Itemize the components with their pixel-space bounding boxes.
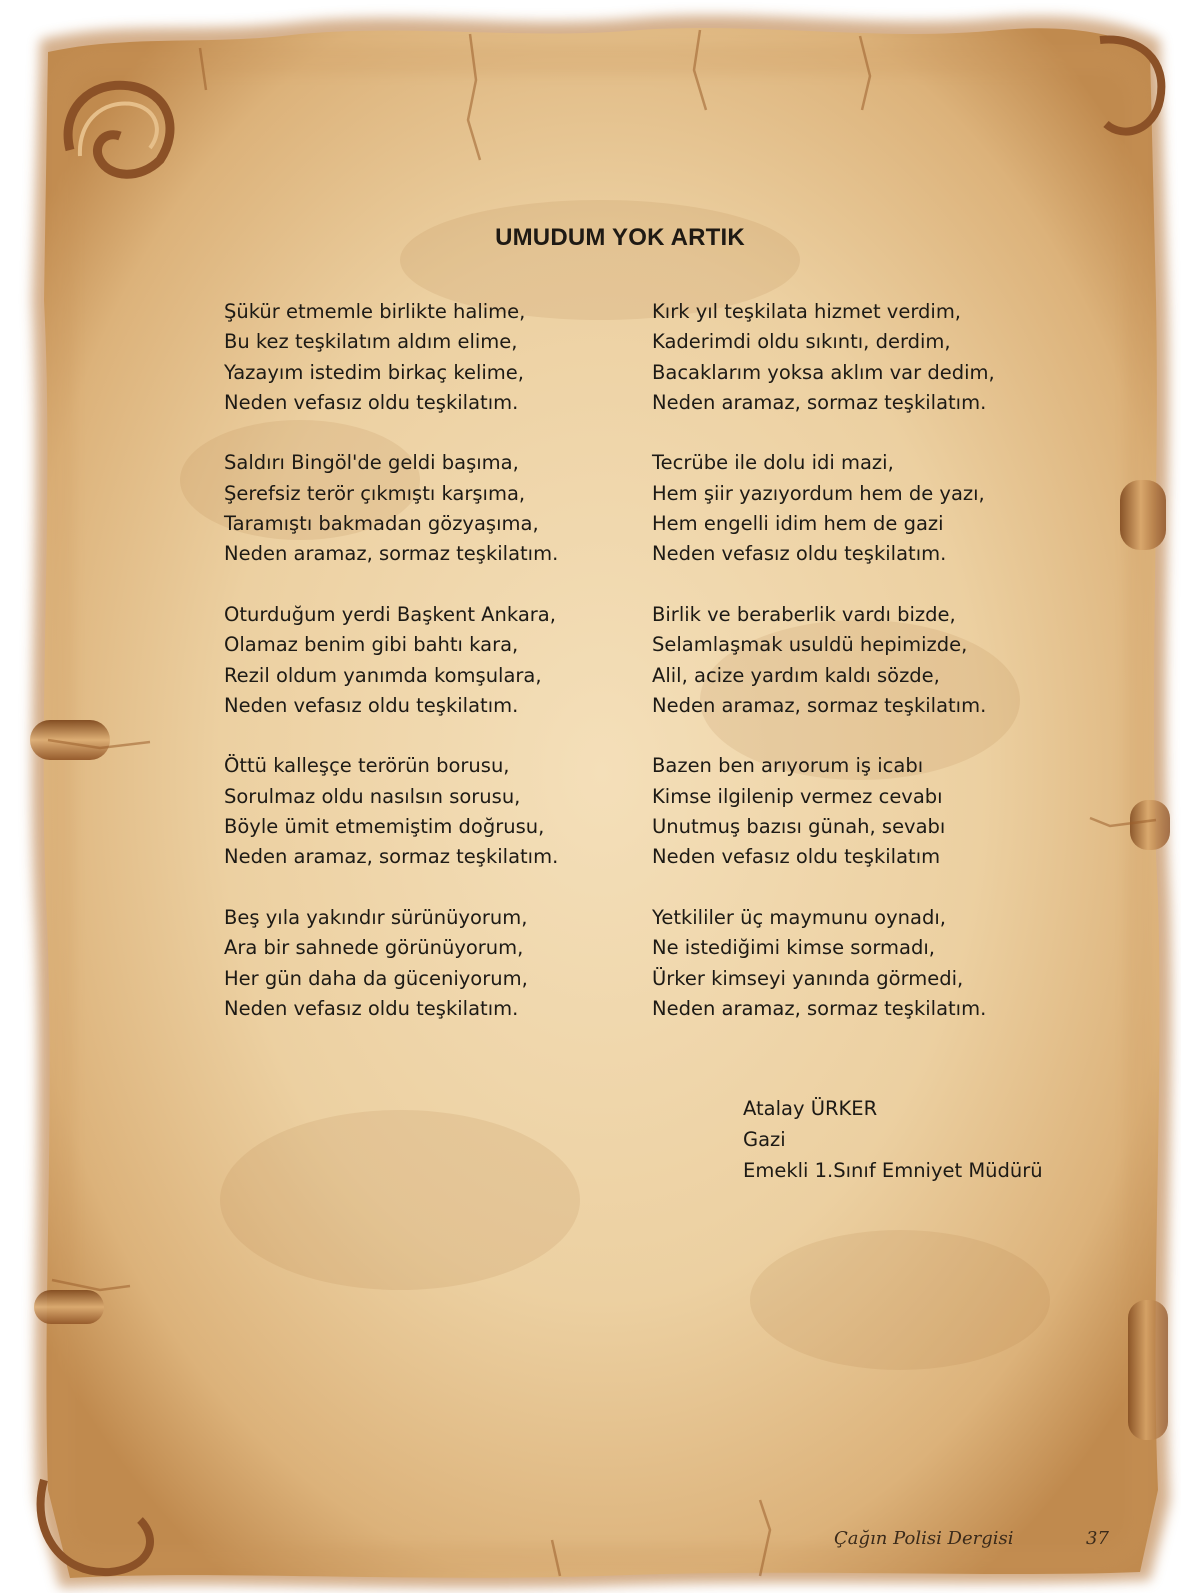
poem-column-right — [652, 297, 1072, 1024]
roll-left-mid — [30, 720, 110, 760]
roll-left-low — [34, 1290, 104, 1324]
stanza — [652, 448, 1072, 569]
author-title: Gazi — [743, 1128, 786, 1151]
poem-line: Olamaz benim gibi bahtı kara, — [224, 633, 519, 657]
poem-line: Neden vefasız oldu teşkilatım. — [224, 390, 519, 414]
stanza — [652, 903, 1072, 1024]
poem-title: UMUDUM YOK ARTIK — [495, 224, 745, 251]
poem-line: Neden vefasız oldu teşkilatım — [652, 845, 941, 869]
poem-line: Saldırı Bingöl'de geldi başıma, — [224, 451, 519, 475]
poem-line: Şükür etmemle birlikte halime, — [224, 300, 526, 323]
poem-line: Neden vefasız oldu teşkilatım. — [224, 693, 519, 717]
poem-line: Neden aramaz, sormaz teşkilatım. — [224, 845, 559, 869]
stanza — [224, 600, 624, 721]
poem-line: Bu kez teşkilatım aldım elime, — [224, 330, 518, 354]
poem-line: Selamlaşmak usuldü hepimizde, — [652, 633, 968, 657]
poem-line: Alil, acize yardım kaldı sözde, — [652, 663, 940, 687]
stanza — [652, 751, 1072, 872]
author-position: Emekli 1.Sınıf Emniyet Müdürü — [743, 1159, 1043, 1182]
poem-line: Taramıştı bakmadan gözyaşıma, — [224, 512, 539, 536]
page-number: 37 — [1086, 1528, 1109, 1549]
poem-line: Bazen ben arıyorum iş icabı — [652, 754, 924, 778]
poem-line: Neden aramaz, sormaz teşkilatım. — [652, 390, 987, 414]
poem-line: Kimse ilgilenip vermez cevabı — [652, 784, 943, 808]
roll-right-low — [1128, 1300, 1168, 1440]
stanza — [224, 903, 624, 1024]
stanza — [652, 600, 1072, 721]
roll-right-mid — [1130, 800, 1170, 850]
poem-line: Neden aramaz, sormaz teşkilatım. — [652, 996, 987, 1020]
poem-line: Rezil oldum yanımda komşulara, — [224, 663, 542, 687]
stanza — [224, 448, 624, 569]
stanza — [224, 297, 624, 418]
poem-line: Bacaklarım yoksa aklım var dedim, — [652, 360, 995, 384]
magazine-name: Çağın Polisi Dergisi — [834, 1528, 1014, 1549]
poem-line: Neden vefasız oldu teşkilatım. — [224, 996, 519, 1020]
poem-line: Şerefsiz terör çıkmıştı karşıma, — [224, 481, 526, 505]
poem-line: Her gün daha da güceniyorum, — [224, 966, 528, 990]
poem-line: Neden vefasız oldu teşkilatım. — [652, 542, 947, 566]
author-signature — [743, 1093, 1043, 1186]
poem-line: Neden aramaz, sormaz teşkilatım. — [224, 542, 559, 566]
poem-column-left — [224, 297, 624, 1024]
poem-line: Tecrübe ile dolu idi mazi, — [652, 451, 894, 475]
poem-line: Ürker kimseyi yanında görmedi, — [652, 966, 964, 990]
poem-line: Sorulmaz oldu nasılsın sorusu, — [224, 784, 521, 808]
poem-line: Yetkililer üç maymunu oynadı, — [652, 905, 946, 929]
poem-line: Hem şiir yazıyordum hem de yazı, — [652, 481, 985, 505]
poem-line: Öttü kalleşçe terörün borusu, — [224, 754, 510, 778]
poem-line: Oturduğum yerdi Başkent Ankara, — [224, 602, 556, 626]
poem-line: Neden aramaz, sormaz teşkilatım. — [652, 693, 987, 717]
poem-line: Hem engelli idim hem de gazi — [652, 512, 944, 536]
poem-line: Ne istediğimi kimse sormadı, — [652, 936, 935, 960]
stanza — [224, 751, 624, 872]
poem-line: Ara bir sahnede görünüyorum, — [224, 936, 524, 960]
poem-line: Kaderimdi oldu sıkıntı, derdim, — [652, 330, 951, 354]
poem-line: Yazayım istedim birkaç kelime, — [224, 360, 524, 384]
roll-right-top — [1120, 480, 1166, 550]
poem-line: Beş yıla yakındır sürünüyorum, — [224, 905, 528, 929]
poem-line: Unutmuş bazısı günah, sevabı — [652, 815, 946, 839]
author-name: Atalay ÜRKER — [743, 1097, 878, 1120]
poem-line: Böyle ümit etmemiştim doğrusu, — [224, 815, 545, 839]
poem-line: Kırk yıl teşkilata hizmet verdim, — [652, 300, 962, 323]
stanza — [652, 297, 1072, 418]
poem-line: Birlik ve beraberlik vardı bizde, — [652, 602, 956, 626]
